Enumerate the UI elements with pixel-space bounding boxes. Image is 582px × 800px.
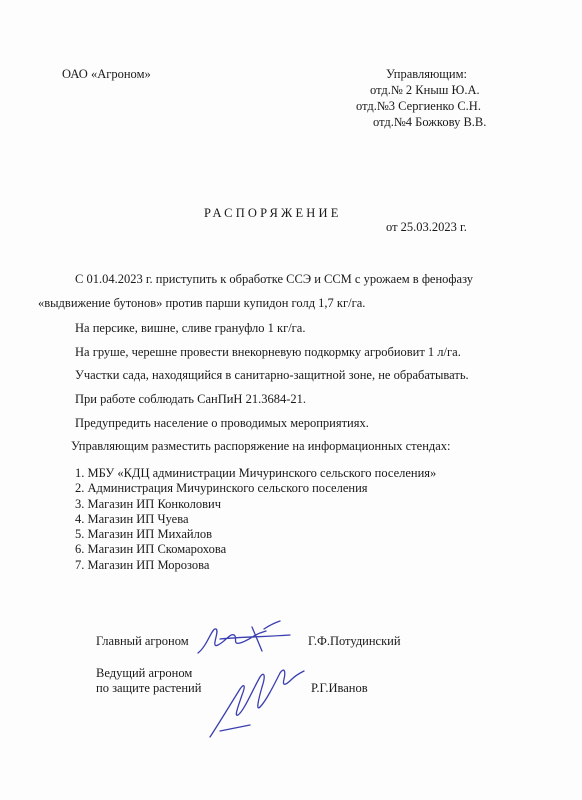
paragraph: Предупредить население о проводимых мероприятиях. [75,416,369,430]
paragraph: На персике, вишне, сливе грануфло 1 кг/га. [75,321,306,335]
list-item: 1. МБУ «КДЦ администрации Мичуринского сельского поселения» [75,466,437,480]
recipient-line: отд.№4 Божкову В.В. [373,115,487,129]
list-item: 7. Магазин ИП Морозова [75,557,210,572]
document-date: от 25.03.2023 г. [386,220,467,234]
list-item: 3. Магазин ИП Конколович [75,496,222,511]
signatory-position: Главный агроном [96,634,189,648]
paragraph: На груше, черешне провести внекорневую подкормку агробиовит 1 л/га. [75,345,461,359]
recipient-line: отд.№ 2 Кныш Ю.А. [370,83,480,97]
recipients-label: Управляющим: [386,67,467,81]
paragraph: Участки сада, находящийся в санитарно-защитной зоне, не обрабатывать. [75,368,469,382]
paragraph: «выдвижение бутонов» против парши купидон голд 1,7 кг/га. [38,296,366,310]
document-title: РАСПОРЯЖЕНИЕ [204,206,342,220]
paragraph: Управляющим разместить распоряжение на информационных стендах: [71,439,451,453]
list-item: 2. Администрация Мичуринского сельского поселения [75,481,368,496]
paragraph: С 01.04.2023 г. приступить к обработке ССЭ и ССМ с урожаем в фенофазу [75,272,473,286]
list-item: 6. Магазин ИП Скомарохова [75,542,227,557]
signatory-name: Р.Г.Иванов [311,681,368,695]
company-name: ОАО «Агроном» [62,67,151,81]
paragraph: При работе соблюдать СанПиН 21.3684-21. [75,392,306,406]
list-item: 5. Магазин ИП Михайлов [75,527,212,542]
signatory-name: Г.Ф.Потудинский [308,634,401,648]
handwritten-signature [190,615,300,660]
handwritten-signature [200,655,310,745]
signatory-position: Ведущий агроном [96,666,193,680]
stands-list [75,466,436,573]
list-item: 4. Магазин ИП Чуева [75,511,189,526]
recipient-line: отд.№3 Сергиенко С.Н. [356,99,481,113]
signatory-position: по защите растений [96,681,202,695]
